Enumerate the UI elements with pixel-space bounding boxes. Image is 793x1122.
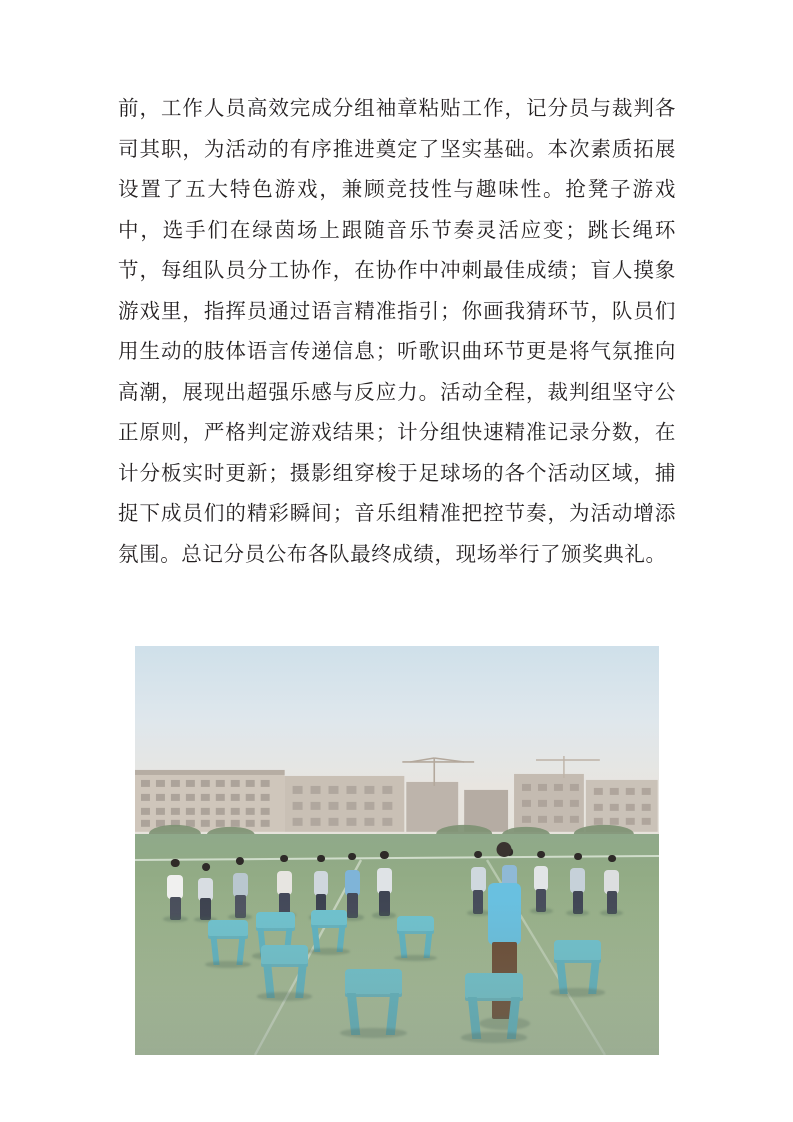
outdoor-activity-photo	[135, 646, 659, 1055]
skyline-buildings-icon	[135, 756, 658, 838]
foreground-shadow	[135, 900, 659, 1055]
body-paragraph: 前，工作人员高效完成分组袖章粘贴工作，记分员与裁判各司其职，为活动的有序推进奠定了坚实基础。本次素质拓展设置了五大特色游戏，兼顾竞技性与趣味性。抢凳子游戏中，选手们在绿茵场上跟随音乐节奏灵活应变；跳长绳环节，每组队员分工协作，在协作中冲刺最佳成绩；盲人摸象游戏里，指挥员通过语言精准指引；你画我猜环节，队员们用生动的肢体语言传递信息；听歌识曲环节更是将气氛推向高潮，展现出超强乐感与反应力。活动全程，裁判组坚守公正原则，严格判定游戏结果；计分组快速精准记录分数，在计分板实时更新；摄影组穿梭于足球场的各个活动区域，捕捉下成员们的精彩瞬间；音乐组精准把控节奏，为活动增添氛围。总记分员公布各队最终成绩，现场举行了颁奖典礼。	[118, 96, 676, 566]
photo-canvas	[135, 646, 659, 1055]
